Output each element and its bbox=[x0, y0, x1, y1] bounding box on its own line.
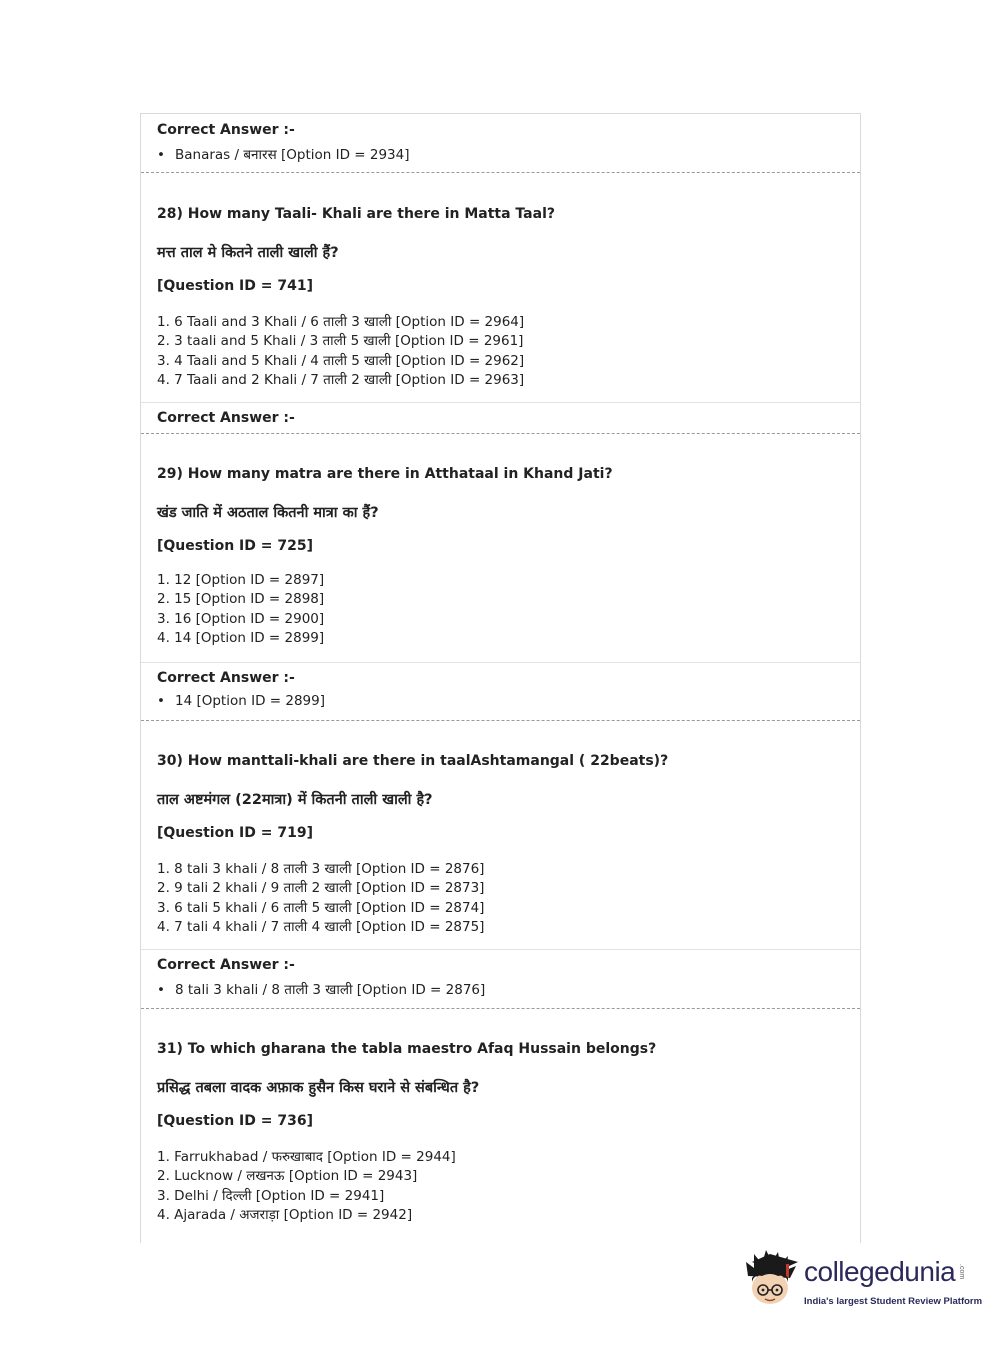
question-28-hindi: मत्त ताल मे कितने ताली खाली हैं? bbox=[157, 245, 339, 261]
question-separator bbox=[141, 1008, 860, 1009]
mascot-icon bbox=[742, 1248, 802, 1312]
logo-tagline: India's largest Student Review Platform bbox=[804, 1296, 983, 1307]
question-31-title: 31) To which gharana the tabla maestro Afaq Hussain belongs? bbox=[157, 1041, 657, 1057]
answer-divider bbox=[141, 402, 860, 403]
correct-answer-value: • 14 [Option ID = 2899] bbox=[157, 693, 325, 709]
question-29-option: 2. 15 [Option ID = 2898] bbox=[157, 591, 325, 607]
question-30-id: [Question ID = 719] bbox=[157, 825, 313, 841]
question-31-option: 1. Farrukhabad / फरुखाबाद [Option ID = 2944] bbox=[157, 1149, 456, 1165]
collegedunia-logo bbox=[742, 1248, 983, 1312]
answer-divider bbox=[141, 662, 860, 663]
question-30-option: 3. 6 tali 5 khali / 6 ताली 5 खाली [Option ID = 2874] bbox=[157, 900, 485, 916]
question-30-option: 2. 9 tali 2 khali / 9 ताली 2 खाली [Option ID = 2873] bbox=[157, 880, 485, 896]
question-28-option: 2. 3 taali and 5 Khali / 3 ताली 5 खाली [Option ID = 2961] bbox=[157, 333, 524, 349]
question-29-option: 4. 14 [Option ID = 2899] bbox=[157, 630, 325, 646]
question-paper-sheet bbox=[140, 113, 861, 1243]
logo-wordmark: collegedunia bbox=[804, 1256, 956, 1287]
correct-answer-value: • Banaras / बनारस [Option ID = 2934] bbox=[157, 145, 410, 163]
question-29-title: 29) How many matra are there in Atthataal in Khand Jati? bbox=[157, 466, 613, 482]
question-29-option: 1. 12 [Option ID = 2897] bbox=[157, 572, 325, 588]
question-31-option: 4. Ajarada / अजराड़ा [Option ID = 2942] bbox=[157, 1207, 413, 1223]
question-28-id: [Question ID = 741] bbox=[157, 278, 313, 294]
question-28-title: 28) How many Taali- Khali are there in Matta Taal? bbox=[157, 206, 555, 222]
question-31-option: 3. Delhi / दिल्ली [Option ID = 2941] bbox=[157, 1188, 385, 1204]
question-29-option: 3. 16 [Option ID = 2900] bbox=[157, 611, 325, 627]
question-30-option: 4. 7 tali 4 khali / 7 ताली 4 खाली [Option ID = 2875] bbox=[157, 919, 485, 935]
correct-answer-label: Correct Answer :- bbox=[157, 410, 295, 426]
correct-answer-label: Correct Answer :- bbox=[157, 122, 295, 138]
logo-dotcom: .com bbox=[958, 1264, 965, 1280]
correct-answer-label: Correct Answer :- bbox=[157, 670, 295, 686]
question-28-option: 4. 7 Taali and 2 Khali / 7 ताली 2 खाली [Option ID = 2963] bbox=[157, 372, 525, 388]
question-28-option: 3. 4 Taali and 5 Khali / 4 ताली 5 खाली [Option ID = 2962] bbox=[157, 353, 525, 369]
question-separator bbox=[141, 172, 860, 173]
correct-answer-label: Correct Answer :- bbox=[157, 957, 295, 973]
question-31-option: 2. Lucknow / लखनऊ [Option ID = 2943] bbox=[157, 1168, 418, 1184]
question-separator bbox=[141, 720, 860, 721]
question-29-id: [Question ID = 725] bbox=[157, 538, 313, 554]
question-28-option: 1. 6 Taali and 3 Khali / 6 ताली 3 खाली [Option ID = 2964] bbox=[157, 314, 525, 330]
question-30-hindi: ताल अष्टमंगल (22मात्रा) में कितनी ताली खाली है? bbox=[157, 792, 433, 808]
correct-answer-value: • 8 tali 3 khali / 8 ताली 3 खाली [Option ID = 2876] bbox=[157, 980, 485, 998]
question-29-hindi: खंड जाति में अठताल कितनी मात्रा का हैं? bbox=[157, 505, 379, 521]
answer-divider bbox=[141, 949, 860, 950]
question-30-title: 30) How manttali-khali are there in taalAshtamangal ( 22beats)? bbox=[157, 753, 669, 769]
question-separator bbox=[141, 433, 860, 434]
question-31-hindi: प्रसिद्ध तबला वादक अफ़ाक हुसैन किस घराने से संबन्धित है? bbox=[157, 1080, 480, 1096]
question-30-option: 1. 8 tali 3 khali / 8 ताली 3 खाली [Option ID = 2876] bbox=[157, 861, 485, 877]
question-31-id: [Question ID = 736] bbox=[157, 1113, 313, 1129]
